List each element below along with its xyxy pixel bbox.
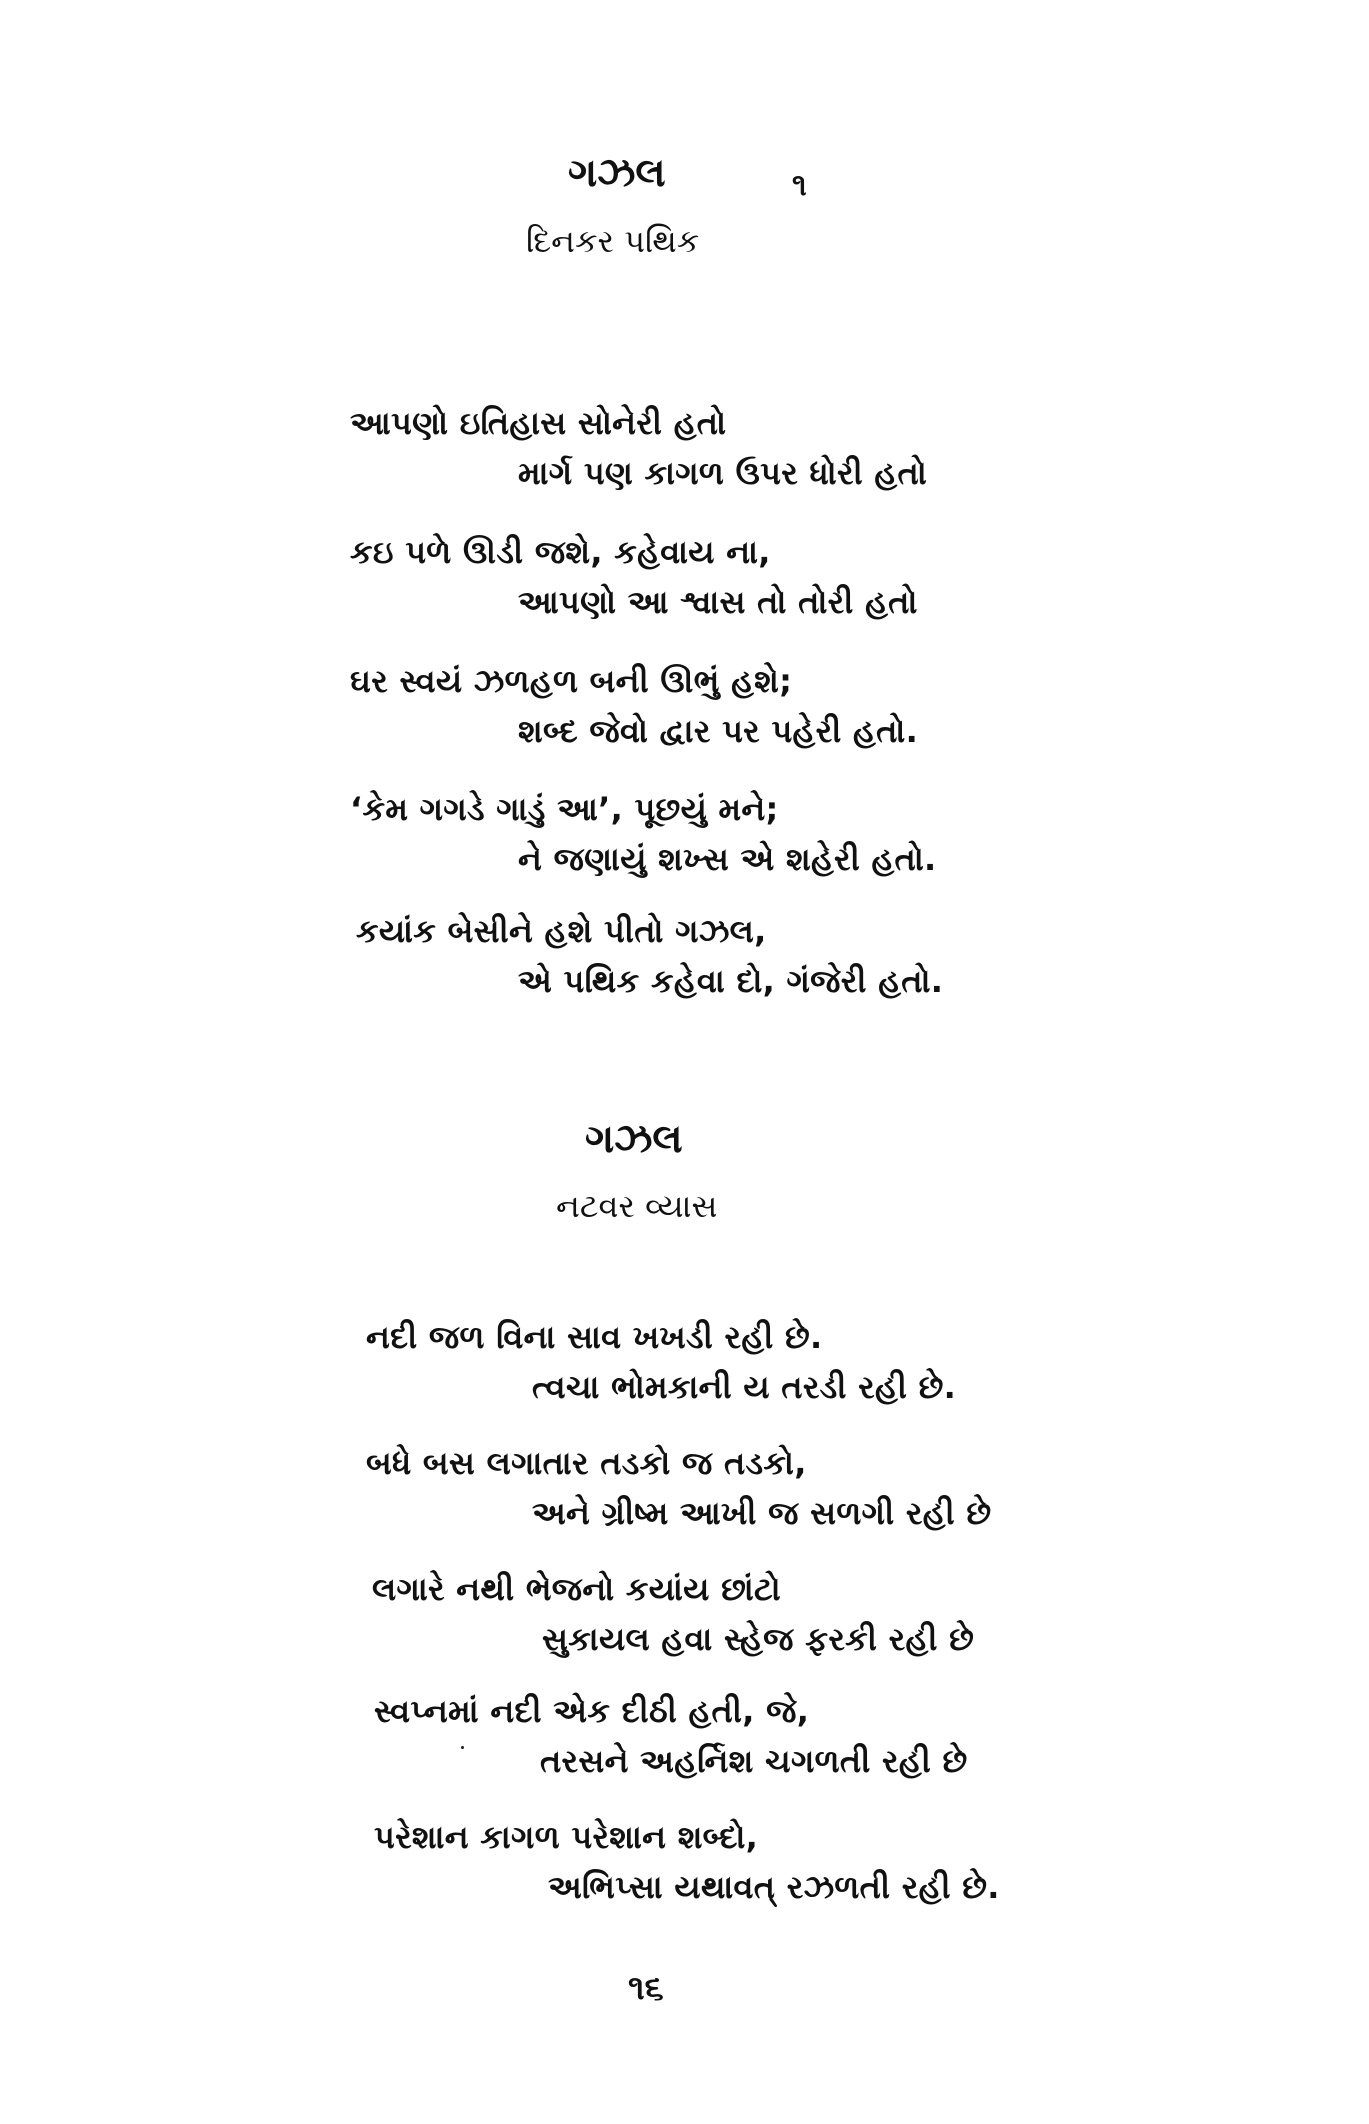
poem-1-line-3: કઇ પળે ઊડી જશે, કહેવાય ના, [350, 533, 771, 571]
poem-2-title: ગઝલ [585, 1116, 683, 1162]
poem-2-line-5: લગારે નથી ભેજનો કયાંય છાંટો [372, 1570, 781, 1608]
poem-1-author: દિનકર પથિક [526, 222, 700, 260]
poem-2-line-10: અભિપ્સા યથાવત્ રઝળતી રહી છે. [548, 1868, 1000, 1906]
poem-2-line-3: બધે બસ લગાતાર તડકો જ તડકો, [366, 1444, 807, 1482]
poem-2-line-6: સુકાયલ હવા સ્હેજ ફરકી રહી છે [542, 1620, 975, 1658]
poem-1-line-4: આપણો આ શ્વાસ તો તોરી હતો [518, 583, 918, 621]
poem-2-line-2: ત્વચા ભોમકાની ય તરડી રહી છે. [532, 1368, 957, 1406]
poem-1-line-7: ‘કેમ ગગડે ગાડું આ’, પૂછયું મને; [350, 790, 779, 828]
poem-1-title: ગઝલ [568, 150, 666, 196]
poem-1-line-5: ઘર સ્વયં ઝળહળ બની ઊભું હશે; [350, 662, 793, 700]
poem-2-line-1: નદી જળ વિના સાવ ખખડી રહી છે. [366, 1318, 823, 1356]
print-speck [461, 1746, 464, 1749]
poem-2-line-7: સ્વપ્નમાં નદી એક દીઠી હતી, જે, [374, 1692, 810, 1730]
poem-2-author: નટવર વ્યાસ [556, 1187, 718, 1225]
poem-1-line-9: કયાંક બેસીને હશે પીતો ગઝલ, [356, 912, 767, 950]
poem-2-line-9: પરેશાન કાગળ પરેશાન શબ્દો, [374, 1818, 759, 1856]
poem-2-line-8: તરસને અહર્નિશ ચગળતી રહી છે [540, 1742, 968, 1780]
poem-2-line-4: અને ગ્રીષ્મ આખી જ સળગી રહી છે [532, 1494, 992, 1532]
page-number: ૧૬ [628, 1968, 664, 2008]
poem-1-line-1: આપણો ઇતિહાસ સોનેરી હતો [350, 404, 727, 442]
poem-1-marker: ૧ [792, 168, 807, 203]
poem-1-line-2: માર્ગ પણ કાગળ ઉપર ધોરી હતો [518, 454, 927, 492]
poem-1-line-6: શબ્દ જેવો દ્વાર પર પહેરી હતો. [518, 712, 919, 750]
poem-1-line-10: એ પથિક કહેવા દો, ગંજેરી હતો. [518, 962, 944, 1000]
poem-1-line-8: ને જણાયું શખ્સ એ શહેરી હતો. [518, 840, 937, 878]
